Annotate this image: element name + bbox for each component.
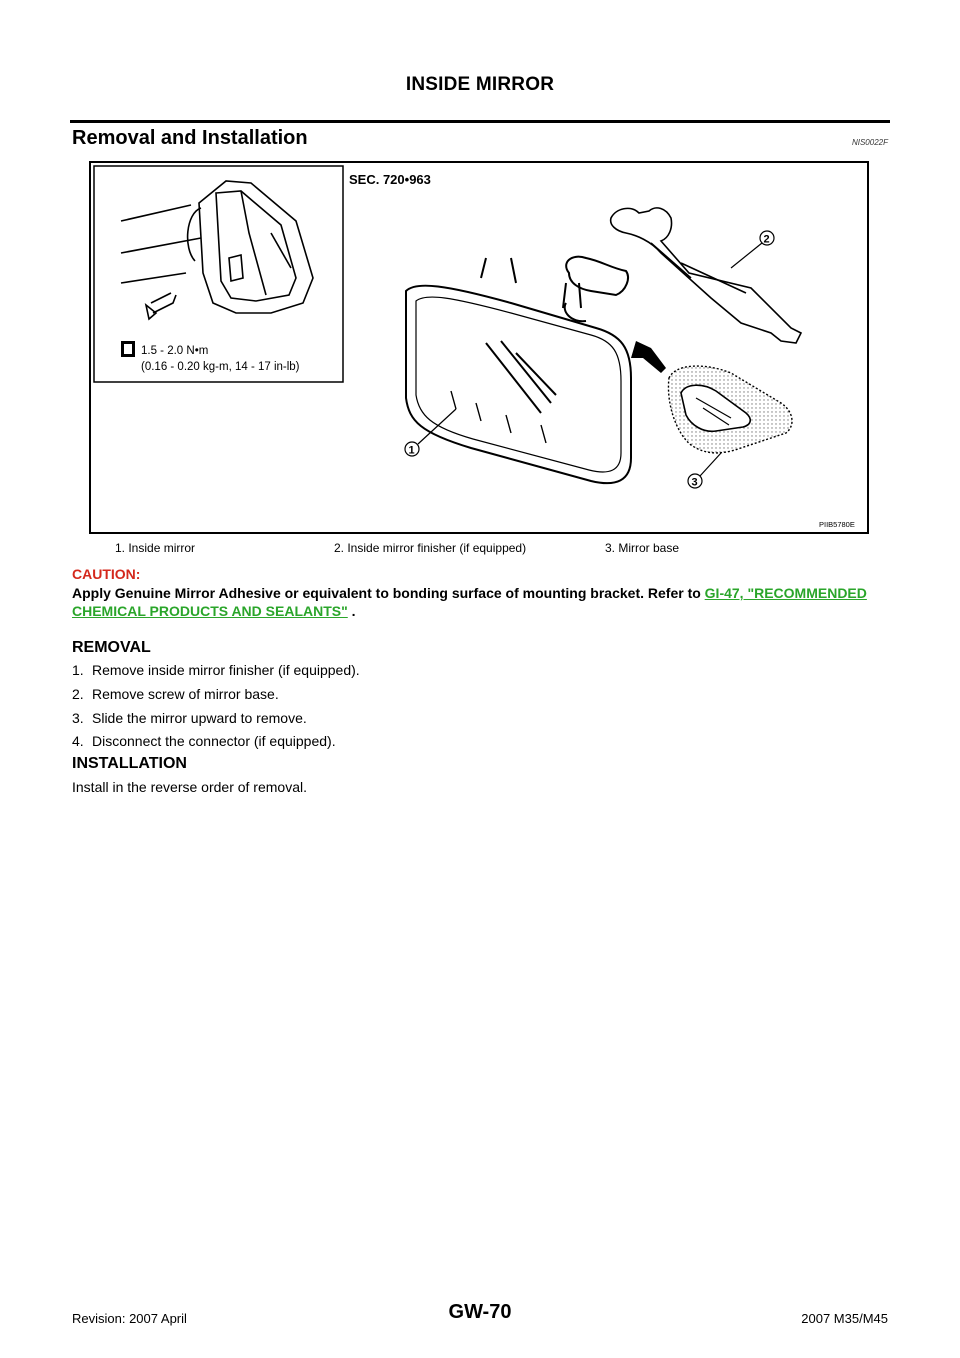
removal-step-4: 4. Disconnect the connector (if equipped). — [72, 733, 336, 749]
mirror-illustration — [89, 161, 869, 534]
torque-spec-line-2: (0.16 - 0.20 kg-m, 14 - 17 in-lb) — [141, 361, 300, 373]
callout-1-label: 1 — [408, 444, 415, 457]
installation-heading: INSTALLATION — [72, 755, 187, 772]
footer-page-number: GW-70 — [448, 1301, 512, 1323]
caution-body: Apply Genuine Mirror Adhesive or equivalent to bonding surface of mounting bracket. Refer to — [72, 585, 705, 601]
section-number-label: SEC. 720•963 — [349, 172, 431, 187]
figure-id-label: PIIB5780E — [819, 520, 855, 529]
removal-heading: REMOVAL — [72, 639, 151, 656]
caution-text — [72, 584, 892, 620]
installation-text: Install in the reverse order of removal. — [72, 779, 307, 795]
callout-3-label: 3 — [691, 476, 698, 489]
mirror-base-drawing — [668, 366, 792, 453]
illustration-svg — [91, 163, 867, 532]
section-code: NIS0022F — [851, 138, 888, 147]
footer-revision: Revision: 2007 April — [72, 1311, 187, 1326]
header-rule — [70, 120, 890, 123]
removal-step-2: 2. Remove screw of mirror base. — [72, 686, 279, 702]
removal-step-1: 1. Remove inside mirror finisher (if equipped). — [72, 662, 360, 678]
legend-item-mirror-base: 3. Mirror base — [605, 541, 680, 555]
caution-tail: . — [347, 603, 356, 619]
section-title: Removal and Installation — [72, 127, 308, 149]
legend-item-inside-mirror: 1. Inside mirror — [115, 541, 196, 555]
mirror-finisher-drawing — [611, 208, 801, 343]
reference-link-gi-47[interactable]: GI-47, "RECOMMENDED CHEMICAL PRODUCTS AND SEALANTS" — [72, 585, 867, 619]
footer-model: 2007 M35/M45 — [801, 1311, 888, 1326]
inside-mirror-drawing — [406, 257, 631, 484]
removal-step-3: 3. Slide the mirror upward to remove. — [72, 710, 307, 726]
torque-spec-line-1: 1.5 - 2.0 N•m — [141, 345, 209, 357]
legend-item-mirror-finisher: 2. Inside mirror finisher (if equipped) — [334, 541, 527, 555]
page-header-title: INSIDE MIRROR — [405, 74, 555, 95]
callout-2-label: 2 — [763, 233, 770, 246]
caution-label: CAUTION: — [72, 566, 141, 582]
install-direction-arrow — [631, 341, 666, 373]
